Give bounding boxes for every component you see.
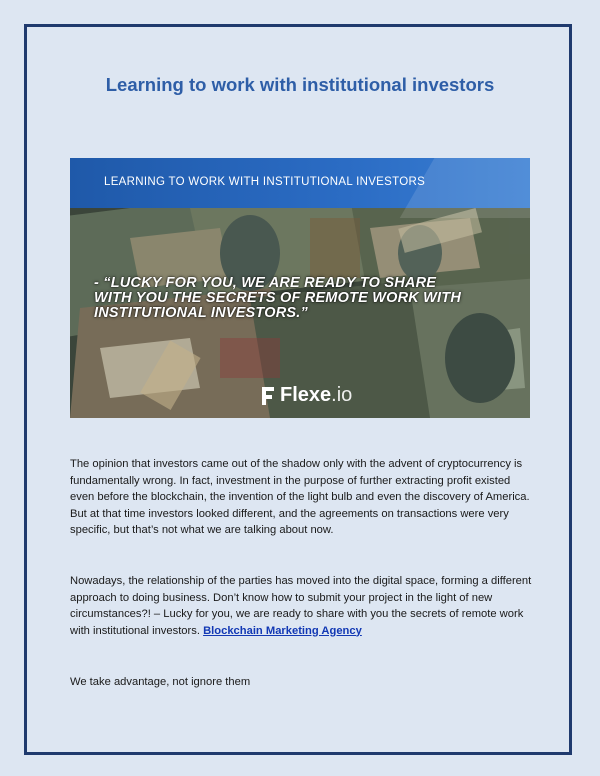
hero-quote-text: - “LUCKY FOR YOU, WE ARE READY TO SHARE WITH YOU THE SECRETS OF REMOTE WORK WITH INSTITUTIONAL INVESTORS.” <box>94 275 462 321</box>
hero-heading: LEARNING TO WORK WITH INSTITUTIONAL INVESTORS <box>104 176 426 188</box>
paragraph-2-text: Nowadays, the relationship of the parties has moved into the digital space, forming a different approach to doing business. Don’t know how to submit your project in the light of new circumstances?! – Lucky for you, we are ready to share with you the secrets of remote work with institutional investors. <box>70 575 532 637</box>
flexe-logo-icon <box>258 385 278 407</box>
blockchain-marketing-agency-link[interactable]: Blockchain Marketing Agency <box>203 624 362 637</box>
brand-name: Flexe <box>280 384 332 406</box>
hero-image <box>70 158 530 418</box>
document-title: Learning to work with institutional investors <box>105 74 495 95</box>
paragraph-3: We take advantage, not ignore them <box>70 676 251 688</box>
hero-quote <box>94 276 474 321</box>
paragraph-1: The opinion that investors came out of the shadow only with the advent of cryptocurrency is fundamentally wrong. In fact, investment in the purpose of further extracting profit existed even before the blockchain, the invention of the light bulb and even the discovery of America. But at that time investors looked different, and the agreements on transactions were very specific, but that’s not what we are talking about now. <box>70 458 530 536</box>
paragraph-2 <box>70 573 532 639</box>
brand-tld: .io <box>331 384 353 406</box>
flexe-logo <box>258 384 352 407</box>
